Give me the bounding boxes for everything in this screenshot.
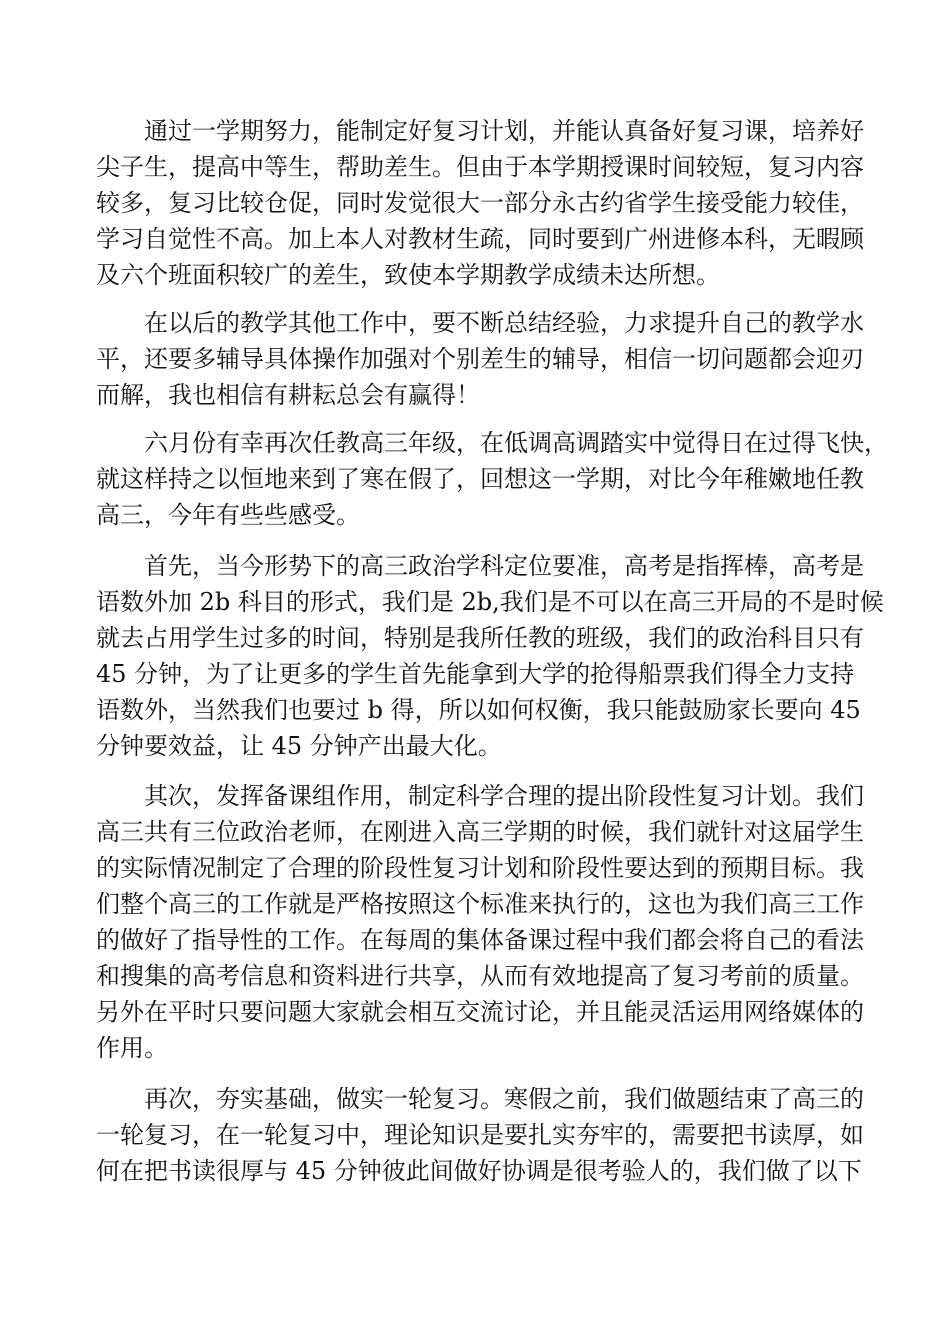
text-line: 另外在平时只要问题大家就会相互交流讨论，并且能灵活运用网络媒体的: [96, 998, 864, 1026]
text-line: 首先，当今形势下的高三政治学科定位要准，高考是指挥棒，高考是: [144, 552, 864, 580]
text-line: 一轮复习，在一轮复习中，理论知识是要扎实夯牢的，需要把书读厚，如: [96, 1121, 864, 1149]
paragraph-1: [96, 113, 864, 293]
paragraph-3: [96, 425, 888, 533]
text-line: 在以后的教学其他工作中，要不断总结经验，力求提升自己的教学水: [144, 309, 864, 337]
text-line: 平，还要多辅导具体操作加强对个别差生的辅导，相信一切问题都会迎刃: [96, 345, 864, 373]
text-line: 高三共有三位政治老师，在刚进入高三学期的时候，我们就针对这届学生: [96, 818, 864, 846]
text-line: 六月份有幸再次任教高三年级，在低调高调踏实中觉得日在过得飞快，: [144, 429, 888, 457]
text-line: 尖子生，提高中等生，帮助差生。但由于本学期授课时间较短，复习内容: [96, 153, 864, 181]
paragraph-6: [96, 1081, 864, 1189]
text-line: 而解，我也相信有耕耘总会有赢得！: [96, 381, 480, 409]
text-line: 及六个班面积较广的差生，致使本学期教学成绩未达所想。: [96, 261, 720, 289]
text-line: 的做好了指导性的工作。在每周的集体备课过程中我们都会将自己的看法: [96, 926, 864, 954]
paragraph-2: [96, 305, 864, 413]
text-line: 何在把书读很厚与 45 分钟彼此间做好协调是很考验人的，我们做了以下: [96, 1157, 862, 1185]
text-line: 其次，发挥备课组作用，制定科学合理的提出阶段性复习计划。我们: [144, 782, 864, 810]
text-line: 再次，夯实基础，做实一轮复习。寒假之前，我们做题结束了高三的: [144, 1085, 864, 1113]
text-line: 就这样持之以恒地来到了寒在假了，回想这一学期，对比今年稚嫩地任教: [96, 465, 864, 493]
text-line: 的实际情况制定了合理的阶段性复习计划和阶段性要达到的预期目标。我: [96, 854, 864, 882]
text-line: 作用。: [96, 1034, 168, 1062]
text-line: 较多，复习比较仓促，同时发觉很大一部分永古约省学生接受能力较佳，: [96, 189, 864, 217]
text-line: 分钟要效益，让 45 分钟产出最大化。: [96, 732, 502, 760]
text-line: 语数外，当然我们也要过 b 得，所以如何权衡，我只能鼓励家长要向 45: [96, 696, 861, 724]
text-line: 就去占用学生过多的时间，特别是我所任教的班级，我们的政治科目只有: [96, 624, 864, 652]
text-line: 和搜集的高考信息和资料进行共享，从而有效地提高了复习考前的质量。: [96, 962, 864, 990]
paragraph-5: [96, 778, 864, 1066]
text-line: 们整个高三的工作就是严格按照这个标准来执行的，这也为我们高三工作: [96, 890, 864, 918]
text-line: 学习自觉性不高。加上本人对教材生疏，同时要到广州进修本科，无暇顾: [96, 225, 864, 253]
text-line: 语数外加 2b 科目的形式，我们是 2b,我们是不可以在高三开局的不是时候: [96, 588, 884, 616]
text-line: 高三，今年有些些感受。: [96, 501, 360, 529]
text-line: 45 分钟，为了让更多的学生首先能拿到大学的抢得船票我们得全力支持: [96, 660, 855, 688]
text-line: 通过一学期努力，能制定好复习计划，并能认真备好复习课，培养好: [144, 117, 864, 145]
paragraph-4: [96, 548, 884, 764]
